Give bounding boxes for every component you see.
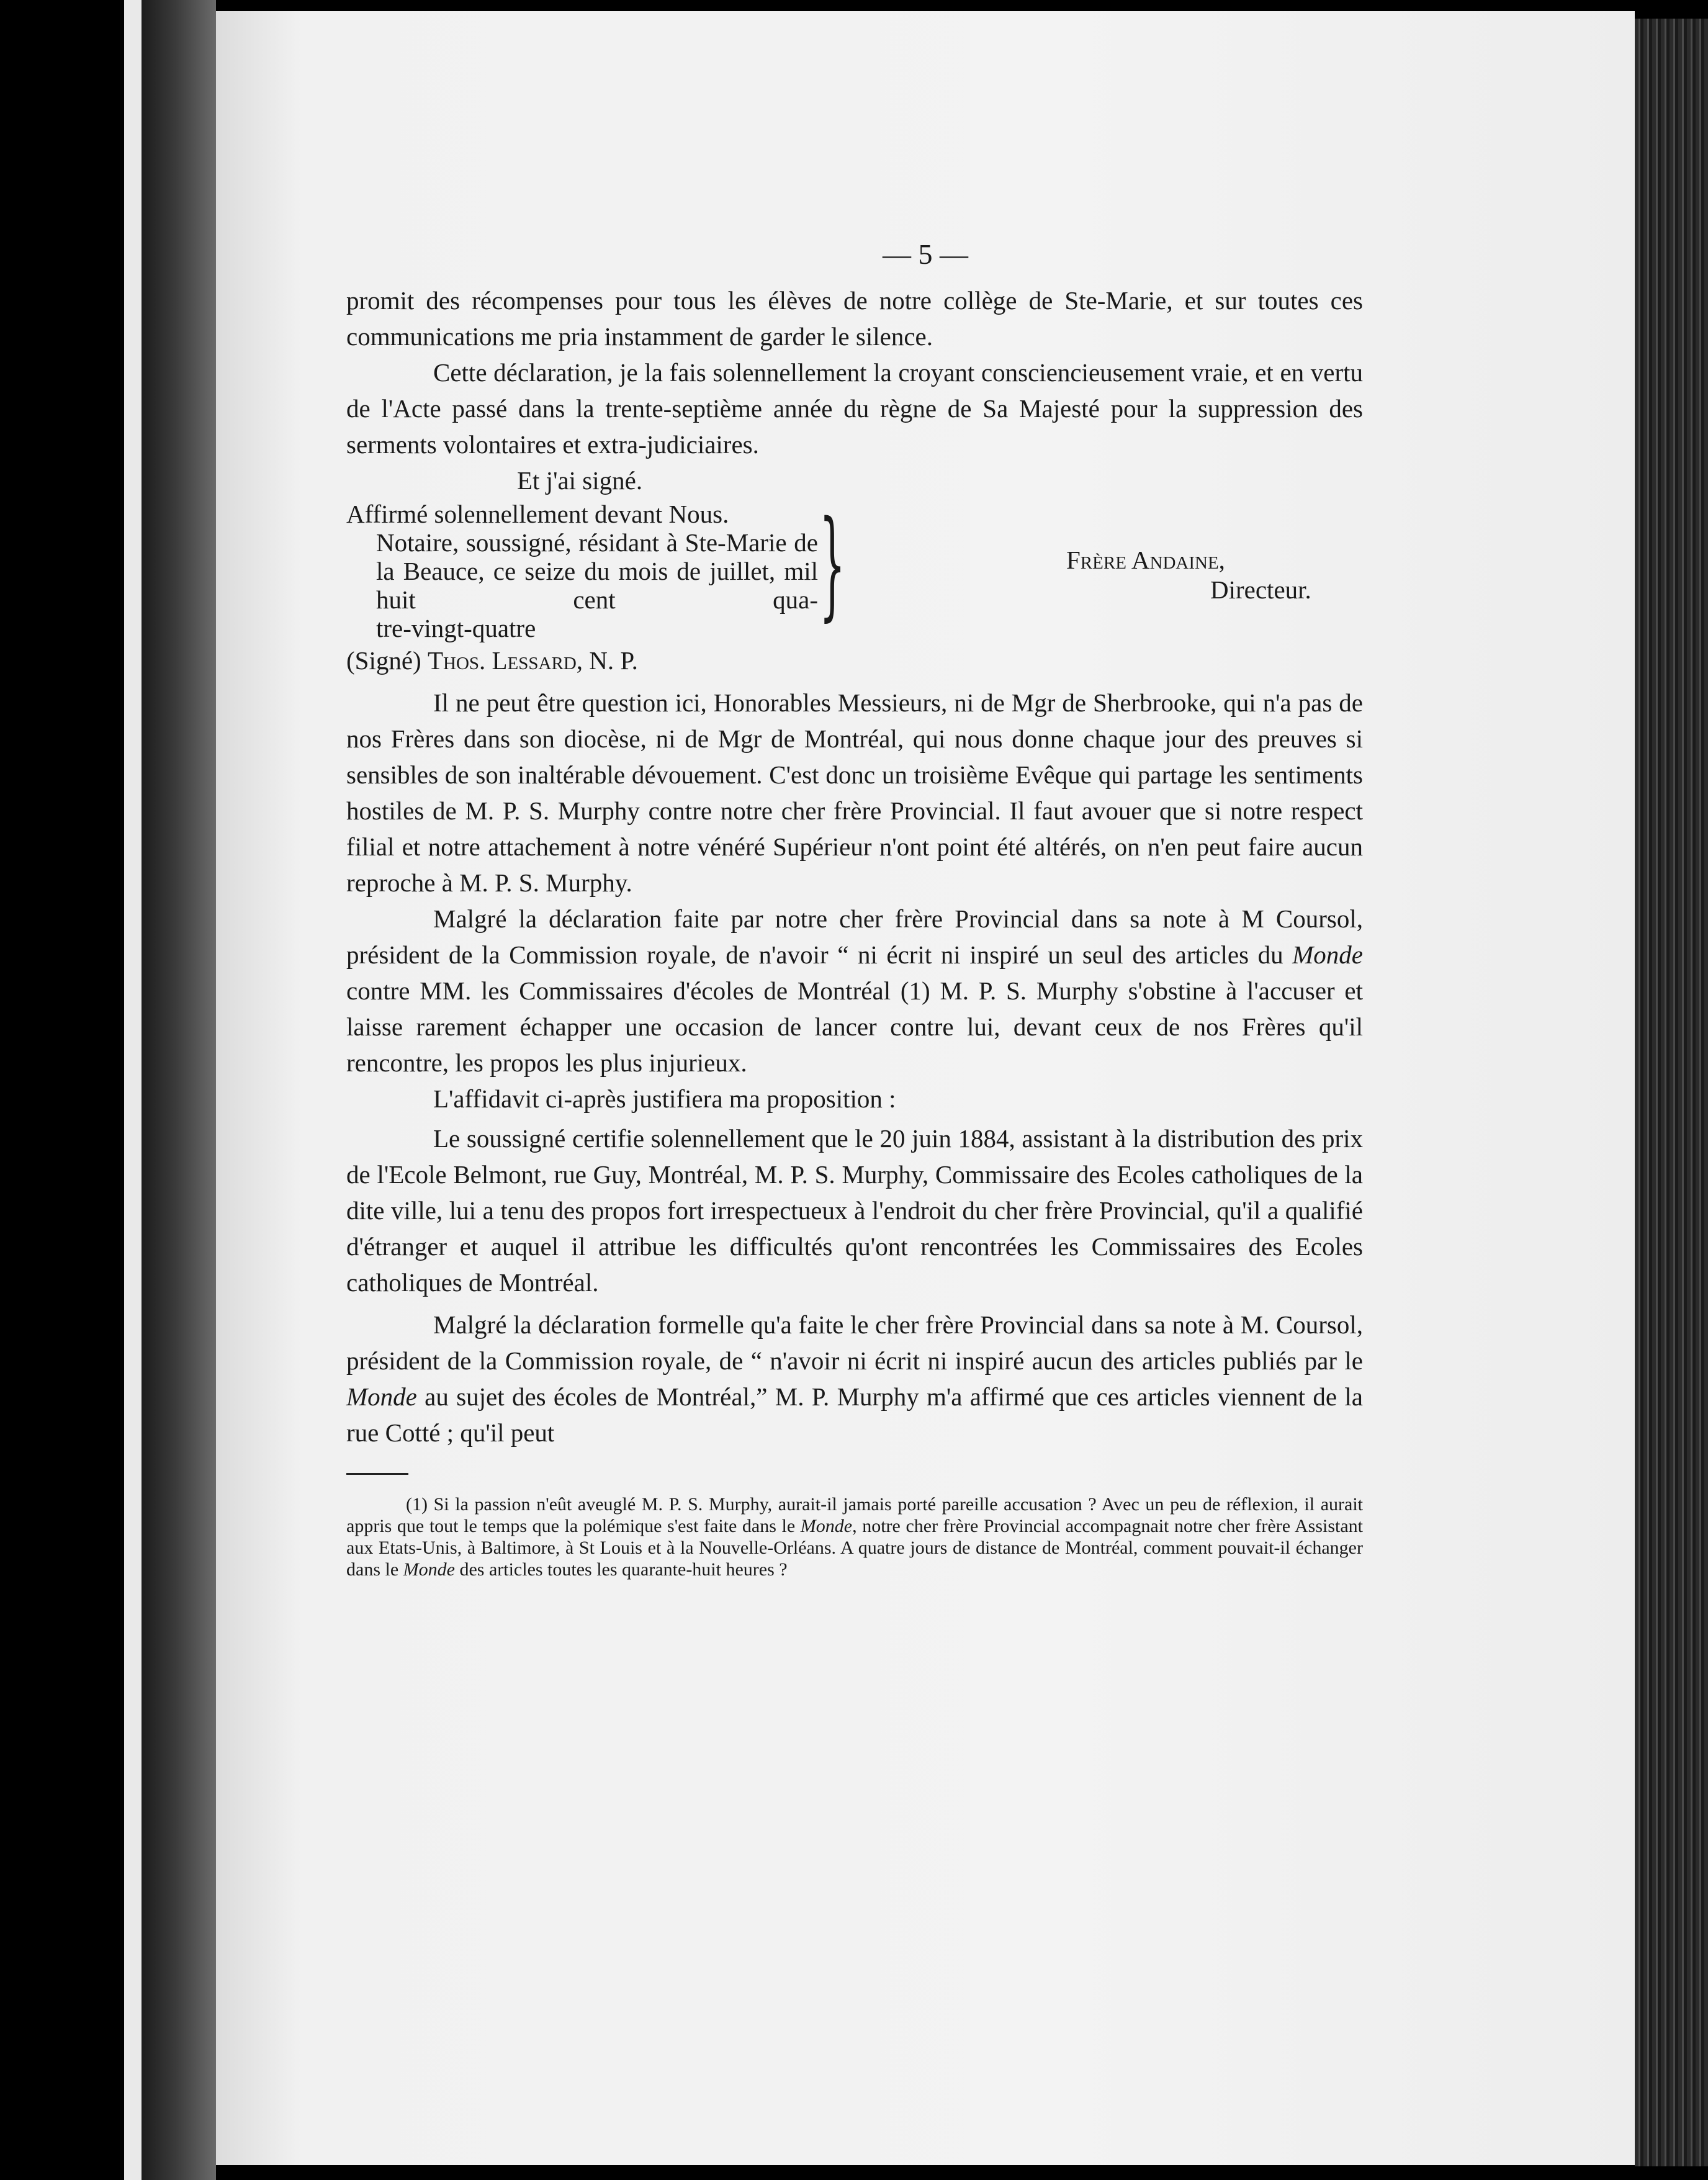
paragraph-signed: Et j'ai signé. — [517, 466, 643, 495]
book-gutter-shadow — [0, 0, 142, 2180]
newspaper-title: Monde — [1292, 940, 1363, 969]
notary-name: Thos. Lessard, N. P. — [427, 646, 638, 675]
paragraph-question: Il ne peut être question ici, Honorables Messieurs, ni de Mgr de Sherbrooke, qui n'a pas de nos Frères dans son diocèse, ni de Mgr de Montréal, qui nous donne chaque jour des preuves si sensibles de son inaltérable dévouement. C'est donc un troisième Evêque qui partage les sentiments hostiles de M. P. S. Murphy contre notre cher frère Provincial. Il faut avouer que si notre respect filial et notre attachement à notre vénéré Supérieur n'ont point été altérés, on n'en peut faire aucun reproche à M. P. S. Murphy. — [346, 688, 1363, 897]
facing-page-edge — [124, 0, 142, 2180]
affirmation-body: Notaire, soussigné, résidant à Ste-Marie de la Beauce, ce seize du mois de juillet, mil huit cent qua- — [376, 528, 818, 614]
paragraph-affidavit: Le soussigné certifie solennellement que le 20 juin 1884, assistant à la distribution des prix de l'Ecole Belmont, rue Guy, Montréal, M. P. S. Murphy, Commissaire des Ecoles catholiques de la dite ville, lui a tenu des propos fort irrespectueux à l'endroit du cher frère Provincial, qu'il a qualifié d'étranger et auquel il attribue les difficultés qu'ont rencontrées les Commissaires des Ecoles catholiques de Montréal. — [346, 1124, 1363, 1297]
newspaper-title: Monde — [800, 1516, 853, 1536]
paragraph-declaration: Cette déclaration, je la fais solennellement la croyant consciencieusement vraie, et en vertu de l'Acte passé dans la trente-septième année du règne de Sa Majesté pour la suppression des serments volontaires et extra-judiciaires. — [346, 358, 1363, 459]
page-body — [346, 282, 1363, 1580]
footnote — [346, 1493, 1363, 1580]
book-spine — [142, 0, 216, 2180]
text-span: au sujet des écoles de Montréal,” M. P. Murphy m'a affirmé que ces articles viennent de la rue Cotté ; qu'il peut — [346, 1382, 1363, 1447]
signatory-title: Directeur. — [1210, 575, 1311, 604]
notary-affirmation — [346, 500, 818, 642]
signed-prefix: (Signé) — [346, 646, 428, 675]
affirmation-block — [346, 495, 1363, 642]
affirmation-line: Affirmé solennellement devant Nous. — [346, 500, 729, 528]
page-stack-edge — [1635, 19, 1708, 2166]
signatory-name: Frère Andaine, — [1066, 546, 1225, 574]
paragraph-malgre-1 — [346, 901, 1363, 1081]
text-span: (1) Si la passion n'eût aveuglé M. P. S. Murphy, aurait-il jamais porté pareille accusation ? Avec un peu de réflexion, il aurait appris que tout le temps que la polémique s'est faite dans le — [346, 1494, 1363, 1536]
footnote-divider — [346, 1473, 408, 1475]
text-span: Malgré la déclaration faite par notre cher frère Provincial dans sa note à M Coursol, président de la Commission royale, de n'avoir “ ni écrit ni inspiré un seul des articles du — [346, 904, 1363, 969]
text-span: des articles toutes les quarante-huit heures ? — [454, 1559, 788, 1580]
text-span: Malgré la déclaration formelle qu'a faite le cher frère Provincial dans sa note à M. Coursol, président de la Commission royale, de “ n'avoir ni écrit ni inspiré aucun des articles publiés par le — [346, 1310, 1363, 1375]
paragraph-malgre-2 — [346, 1307, 1363, 1451]
newspaper-title: Monde — [403, 1559, 455, 1580]
notary-signature — [346, 642, 1363, 678]
newspaper-title: Monde — [346, 1382, 417, 1411]
text-span: contre MM. les Commissaires d'écoles de Montréal (1) M. P. S. Murphy s'obstine à l'accuser et laisse rarement échapper une occasion de lancer contre lui, devant ceux de nos Frères qu'il rencontre, les propos les plus injurieux. — [346, 976, 1363, 1077]
brace-symbol: } — [819, 495, 846, 633]
page-number: — 5 — — [883, 238, 968, 270]
affirmation-last-line: tre-vingt-quatre — [376, 614, 536, 642]
paragraph-1: promit des récompenses pour tous les élèves de notre collège de Ste-Marie, et sur toutes ces communications me pria instamment de garder le silence. — [346, 286, 1363, 351]
paragraph-affidavit-intro: L'affidavit ci-après justifiera ma proposition : — [433, 1084, 896, 1113]
text-span: , notre cher frère Provincial accompagnait notre cher frère Assistant aux Etats-Unis, à Baltimore, à St Louis et à la Nouvelle-Orléans. A quatre jours de distance de Montréal, comment pouvait-il échanger dans le — [346, 1516, 1363, 1580]
